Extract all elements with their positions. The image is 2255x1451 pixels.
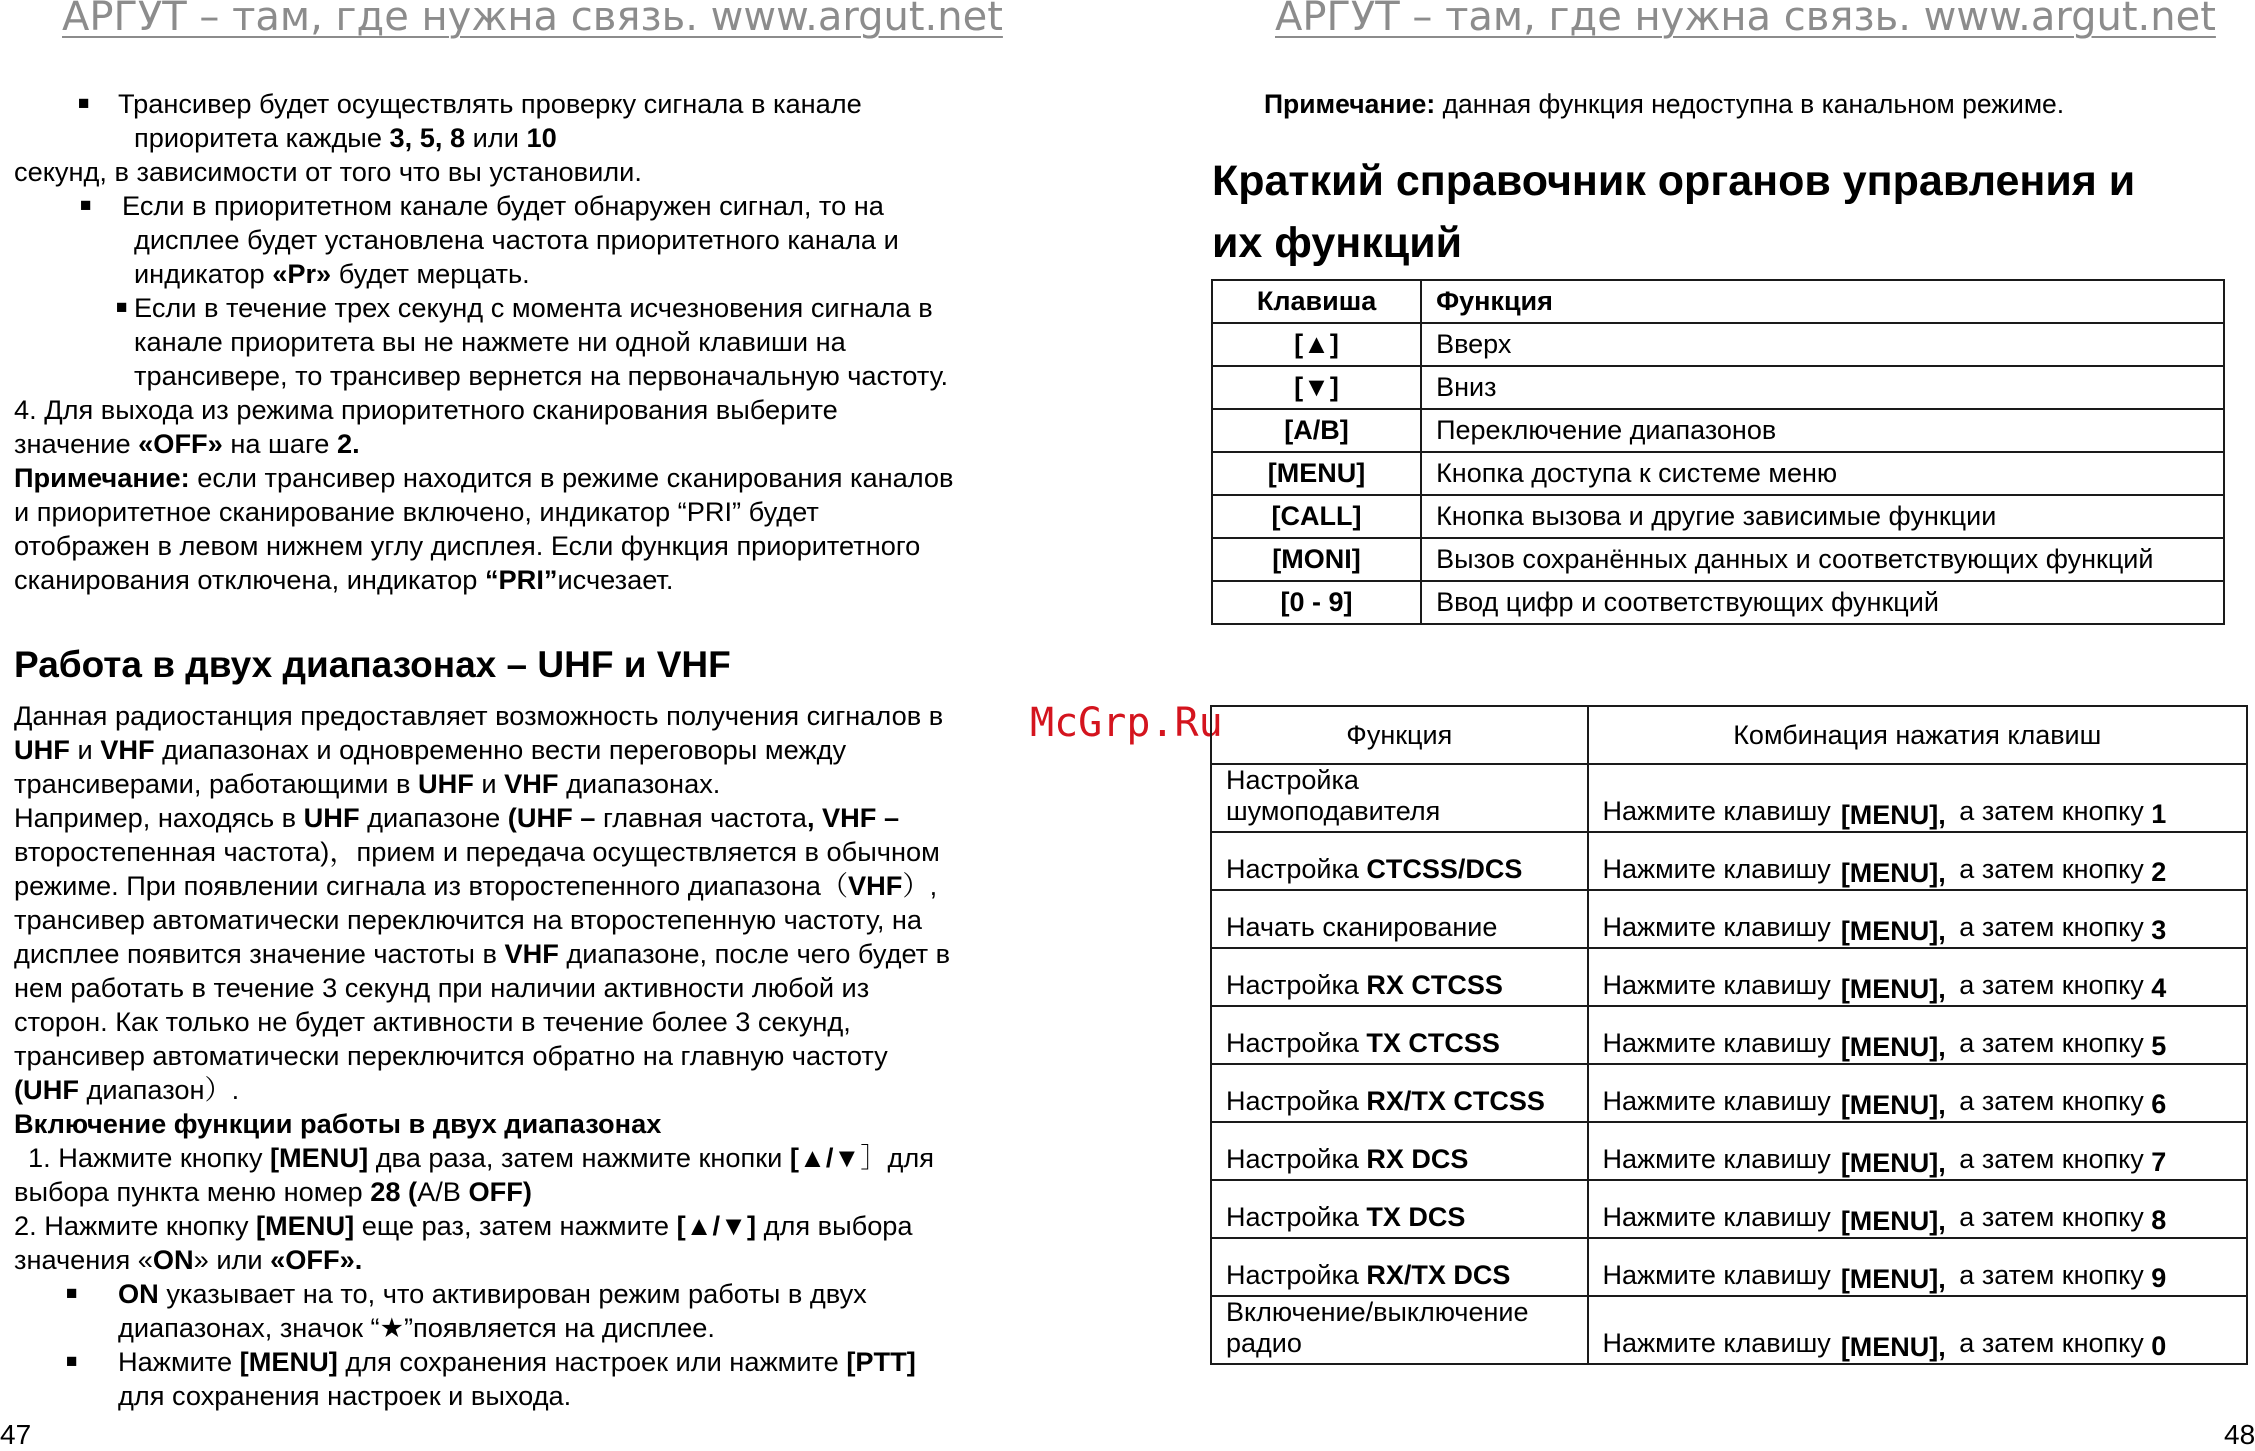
combination-cell bbox=[1588, 1180, 2247, 1238]
left-page bbox=[14, 87, 1044, 1413]
table-row bbox=[1212, 366, 2224, 409]
paragraph-line bbox=[14, 937, 1044, 971]
table-row bbox=[1211, 832, 2247, 890]
function-cell: Вниз bbox=[1421, 366, 2224, 409]
menu-key-label: [MENU], bbox=[1840, 1148, 1946, 1178]
function-cell: Кнопка доступа к системе меню bbox=[1421, 452, 2224, 495]
text: UHF bbox=[417, 768, 474, 799]
paragraph-line bbox=[14, 801, 1044, 835]
text: (UHF bbox=[14, 1074, 79, 1105]
text: «Pr» bbox=[272, 258, 332, 289]
combination-cell bbox=[1588, 1238, 2247, 1296]
text: дисплее будет установлена частота приоритетного канала и bbox=[134, 224, 899, 255]
text: канале приоритета вы не нажмете ни одной клавиши на bbox=[134, 326, 846, 357]
key-cell: [MONI] bbox=[1212, 538, 1421, 581]
text: дисплее появится значение частоты в bbox=[14, 938, 505, 969]
text: шумоподавителя bbox=[1226, 796, 1441, 826]
text: сканирования отключена, индикатор bbox=[14, 564, 485, 595]
paragraph-line bbox=[14, 767, 1044, 801]
text: A/B bbox=[417, 1176, 469, 1207]
text: и bbox=[69, 734, 101, 765]
header-right: АРГУТ – там, где нужна связь. www.argut.net bbox=[1275, 0, 2216, 40]
key-combination-table bbox=[1210, 705, 2248, 1365]
text: 2. bbox=[336, 428, 360, 459]
key-cell: [0 - 9] bbox=[1212, 581, 1421, 624]
section-heading-dual-band: Работа в двух диапазонах – UHF и VHF bbox=[14, 644, 731, 685]
text: радио bbox=[1226, 1328, 1302, 1358]
page-number-right: 48 bbox=[2224, 1419, 2255, 1450]
paragraph-line bbox=[14, 733, 1044, 767]
text: VHF bbox=[504, 938, 559, 969]
text: Нажмите bbox=[118, 1346, 240, 1377]
paragraph-line: второстепенная частота)，прием и передача осуществляется в обычном bbox=[14, 836, 940, 867]
text: диапазоне, после чего будет в bbox=[558, 938, 951, 969]
text: UHF bbox=[303, 802, 360, 833]
table-row bbox=[1211, 1006, 2247, 1064]
text: а затем кнопку bbox=[1951, 1260, 2152, 1290]
text: RX CTCSS bbox=[1366, 970, 1503, 1000]
bullet-return-frequency bbox=[14, 291, 1044, 393]
text: а затем кнопку bbox=[1951, 912, 2152, 942]
text: и bbox=[473, 768, 505, 799]
key-number: 9 bbox=[2151, 1263, 2167, 1293]
text: диапазонах, значок “★”появляется на дисплее. bbox=[118, 1312, 715, 1343]
function-cell bbox=[1211, 1006, 1588, 1064]
function-cell: Ввод цифр и соответствующих функций bbox=[1421, 581, 2224, 624]
note-line: отображен в левом нижнем углу дисплея. Если функция приоритетного bbox=[14, 530, 921, 561]
paragraph-line: сторон. Как только не будет активности в течение более 3 секунд, bbox=[14, 1006, 851, 1037]
table-header-row bbox=[1212, 280, 2224, 323]
combination-cell bbox=[1588, 832, 2247, 890]
function-cell bbox=[1211, 1180, 1588, 1238]
combination-cell bbox=[1588, 1064, 2247, 1122]
text: [MENU] bbox=[239, 1346, 338, 1377]
bullet-marker: ■ bbox=[66, 1351, 78, 1372]
text: Нажмите клавишу bbox=[1602, 1144, 1831, 1174]
bullet-signal-detected bbox=[14, 189, 1044, 291]
text: диапазоне bbox=[359, 802, 508, 833]
text: Нажмите клавишу bbox=[1602, 796, 1831, 826]
key-number: 2 bbox=[2151, 857, 2167, 887]
function-cell: Вызов сохранённых данных и соответствующих функций bbox=[1421, 538, 2224, 581]
table-row bbox=[1212, 495, 2224, 538]
text: UHF bbox=[14, 734, 70, 765]
text: Трансивер будет осуществлять проверку сигнала в канале bbox=[118, 88, 862, 119]
text: 3, 5, 8 bbox=[389, 122, 466, 153]
paragraph-line: секунд, в зависимости от того что вы установили. bbox=[14, 156, 642, 187]
menu-key-label: [MENU], bbox=[1840, 1032, 1946, 1062]
header-left: АРГУТ – там, где нужна связь. www.argut.net bbox=[62, 0, 1003, 40]
text: исчезает. bbox=[557, 564, 674, 595]
text: VHF bbox=[848, 870, 903, 901]
text: два раза, затем нажмите кнопки bbox=[368, 1142, 790, 1173]
step-1 bbox=[14, 1141, 1044, 1175]
text: VHF bbox=[100, 734, 155, 765]
text: ）, bbox=[902, 870, 938, 901]
text: » или bbox=[193, 1244, 271, 1275]
text: RX/TX DCS bbox=[1366, 1260, 1511, 1290]
watermark: McGrp.Ru bbox=[1030, 700, 1223, 746]
menu-key-label: [MENU], bbox=[1840, 974, 1946, 1004]
table-row bbox=[1211, 1064, 2247, 1122]
text: Включение/выключение bbox=[1226, 1297, 1529, 1327]
text: а затем кнопку bbox=[1951, 1086, 2152, 1116]
text: (UHF – bbox=[507, 802, 596, 833]
text: приоритета каждые bbox=[134, 122, 390, 153]
function-cell: Вверх bbox=[1421, 323, 2224, 366]
text: 1. Нажмите кнопку bbox=[28, 1142, 270, 1173]
key-number: 4 bbox=[2151, 973, 2167, 1003]
paragraph-line: нем работать в течение 3 секунд при наличии активности любой из bbox=[14, 972, 870, 1003]
function-cell bbox=[1211, 948, 1588, 1006]
table-row bbox=[1211, 1296, 2247, 1364]
text: их функций bbox=[1212, 219, 1463, 267]
right-note bbox=[1264, 87, 2064, 121]
table-row bbox=[1211, 1180, 2247, 1238]
text: Нажмите клавишу bbox=[1602, 1328, 1831, 1358]
note-label: Примечание: bbox=[1264, 89, 1436, 119]
key-number: 6 bbox=[2151, 1089, 2167, 1119]
text: для сохранения настроек или нажмите bbox=[337, 1346, 847, 1377]
text: выбора пункта меню номер bbox=[14, 1176, 371, 1207]
text: [MENU] bbox=[255, 1210, 355, 1241]
text: трансиверами, работающими в bbox=[14, 768, 418, 799]
step-4: 4. Для выхода из режима приоритетного сканирования выберите bbox=[14, 394, 838, 425]
table-row bbox=[1212, 409, 2224, 452]
text: , VHF – bbox=[806, 802, 900, 833]
combination-cell bbox=[1588, 890, 2247, 948]
key-cell: [▲] bbox=[1212, 323, 1421, 366]
text: Нажмите клавишу bbox=[1602, 912, 1831, 942]
text: данная функция недоступна в канальном режиме. bbox=[1435, 89, 2065, 119]
table-row bbox=[1211, 764, 2247, 832]
text: Настройка bbox=[1226, 1144, 1367, 1174]
text: Нажмите клавишу bbox=[1602, 970, 1831, 1000]
text: 28 ( bbox=[370, 1176, 418, 1207]
text: трансивере, то трансивер вернется на первоначальную частоту. bbox=[134, 360, 949, 391]
text: OFF) bbox=[468, 1176, 532, 1207]
text: а затем кнопку bbox=[1951, 1028, 2152, 1058]
function-cell bbox=[1211, 1296, 1588, 1364]
key-cell: [A/B] bbox=[1212, 409, 1421, 452]
combination-cell bbox=[1588, 1296, 2247, 1364]
text: значение bbox=[14, 428, 139, 459]
text: значения « bbox=[14, 1244, 153, 1275]
function-cell bbox=[1211, 1122, 1588, 1180]
paragraph-line: трансивер автоматически переключится обратно на главную частоту bbox=[14, 1040, 888, 1071]
text: режиме. При появлении сигнала из второстепенного диапазона（ bbox=[14, 870, 849, 901]
text: RX/TX CTCSS bbox=[1366, 1086, 1545, 1116]
text: еще раз, затем нажмите bbox=[354, 1210, 677, 1241]
function-cell bbox=[1211, 890, 1588, 948]
table-header-cell: Функция bbox=[1421, 280, 2224, 323]
table-row bbox=[1211, 890, 2247, 948]
step-4-cont bbox=[14, 427, 1044, 461]
menu-key-label: [MENU], bbox=[1840, 1332, 1946, 1362]
section-heading-controls bbox=[1212, 150, 2242, 274]
menu-key-label: [MENU], bbox=[1840, 858, 1946, 888]
text: главная частота bbox=[595, 802, 807, 833]
combination-cell bbox=[1588, 764, 2247, 832]
table-header-row bbox=[1211, 706, 2247, 764]
text: индикатор bbox=[134, 258, 273, 289]
table-row bbox=[1211, 1122, 2247, 1180]
text: [▲/▼] bbox=[676, 1210, 757, 1241]
table-row bbox=[1211, 1238, 2247, 1296]
text: а затем кнопку bbox=[1951, 1202, 2152, 1232]
menu-key-label: [MENU], bbox=[1840, 1264, 1946, 1294]
key-cell: [MENU] bbox=[1212, 452, 1421, 495]
text: «OFF». bbox=[270, 1244, 363, 1275]
table-header-cell: Клавиша bbox=[1212, 280, 1421, 323]
text: «OFF» bbox=[138, 428, 223, 459]
text: Начать сканирование bbox=[1226, 912, 1498, 942]
text: а затем кнопку bbox=[1951, 854, 2152, 884]
key-number: 3 bbox=[2151, 915, 2167, 945]
table-row bbox=[1212, 452, 2224, 495]
text: 2. Нажмите кнопку bbox=[14, 1210, 256, 1241]
bullet-on-indicator bbox=[14, 1277, 1044, 1345]
text: Нажмите клавишу bbox=[1602, 1202, 1831, 1232]
text: TX DCS bbox=[1366, 1202, 1466, 1232]
bullet-marker: ■ bbox=[80, 195, 92, 216]
text: Например, находясь в bbox=[14, 802, 304, 833]
text: на шаге bbox=[222, 428, 337, 459]
text: для выбора bbox=[756, 1210, 913, 1241]
menu-key-label: [MENU], bbox=[1840, 1206, 1946, 1236]
table-row bbox=[1212, 538, 2224, 581]
bullet-priority-check bbox=[14, 87, 1044, 155]
table-header-cell: Комбинация нажатия клавиш bbox=[1588, 706, 2247, 764]
text: Настройка bbox=[1226, 1086, 1367, 1116]
text: Настройка bbox=[1226, 970, 1367, 1000]
text: Настройка bbox=[1226, 765, 1359, 795]
subheading-enable-dual-band: Включение функции работы в двух диапазонах bbox=[14, 1108, 662, 1139]
table-row bbox=[1211, 948, 2247, 1006]
bullet-marker: ■ bbox=[66, 1283, 78, 1304]
key-cell: [▼] bbox=[1212, 366, 1421, 409]
note-label: Примечание: bbox=[14, 462, 190, 493]
text: указывает на то, что активирован режим работы в двух bbox=[158, 1278, 867, 1309]
paragraph-line: трансивер автоматически переключится на второстепенную частоту, на bbox=[14, 904, 923, 935]
text: а затем кнопку bbox=[1951, 1328, 2152, 1358]
text: Настройка bbox=[1226, 1202, 1367, 1232]
menu-key-label: [MENU], bbox=[1840, 800, 1946, 830]
text: [PTT] bbox=[846, 1346, 916, 1377]
text: для сохранения настроек и выхода. bbox=[118, 1380, 572, 1411]
step-2-cont bbox=[14, 1243, 1044, 1277]
text: 10 bbox=[526, 122, 557, 153]
function-cell: Кнопка вызова и другие зависимые функции bbox=[1421, 495, 2224, 538]
text: Настройка bbox=[1226, 854, 1367, 884]
bullet-marker: ■ bbox=[116, 297, 128, 318]
key-number: 0 bbox=[2151, 1331, 2167, 1361]
menu-key-label: [MENU], bbox=[1840, 916, 1946, 946]
table-header-cell: Функция bbox=[1211, 706, 1588, 764]
text: ON bbox=[118, 1278, 159, 1309]
text: VHF bbox=[504, 768, 559, 799]
text: Нажмите клавишу bbox=[1602, 1028, 1831, 1058]
text: Настройка bbox=[1226, 1028, 1367, 1058]
function-cell bbox=[1211, 1064, 1588, 1122]
text: будет мерцать. bbox=[331, 258, 530, 289]
bullet-save-settings bbox=[14, 1345, 1044, 1413]
text: или bbox=[465, 122, 527, 153]
combination-cell bbox=[1588, 1006, 2247, 1064]
step-1-cont bbox=[14, 1175, 1044, 1209]
text: “PRI” bbox=[484, 564, 558, 595]
note-line: и приоритетное сканирование включено, индикатор “PRI” будет bbox=[14, 496, 819, 527]
combination-cell bbox=[1588, 948, 2247, 1006]
table-row bbox=[1212, 323, 2224, 366]
text: Если в течение трех секунд с момента исчезновения сигнала в bbox=[134, 292, 933, 323]
text: Нажмите клавишу bbox=[1602, 854, 1831, 884]
text: диапазонах и одновременно вести переговоры между bbox=[154, 734, 847, 765]
paragraph-line bbox=[14, 869, 1044, 903]
step-2 bbox=[14, 1209, 1044, 1243]
function-cell: Переключение диапазонов bbox=[1421, 409, 2224, 452]
combination-cell bbox=[1588, 1122, 2247, 1180]
text: а затем кнопку bbox=[1951, 796, 2152, 826]
function-cell bbox=[1211, 1238, 1588, 1296]
text: TX CTCSS bbox=[1366, 1028, 1500, 1058]
text: [▲/▼ bbox=[789, 1142, 861, 1173]
controls-table bbox=[1211, 279, 2225, 625]
text: Нажмите клавишу bbox=[1602, 1260, 1831, 1290]
table-row bbox=[1212, 581, 2224, 624]
function-cell bbox=[1211, 764, 1588, 832]
bullet-marker: ■ bbox=[78, 93, 90, 114]
text: Если в приоритетном канале будет обнаружен сигнал, то на bbox=[122, 190, 884, 221]
text: Нажмите клавишу bbox=[1602, 1086, 1831, 1116]
text: диапазон）. bbox=[78, 1074, 240, 1105]
paragraph-line: Данная радиостанция предоставляет возможность получения сигналов в bbox=[14, 700, 944, 731]
text: Краткий справочник органов управления и bbox=[1212, 157, 2136, 205]
text: RX DCS bbox=[1366, 1144, 1469, 1174]
text: диапазонах. bbox=[558, 768, 721, 799]
text: если трансивер находится в режиме сканирования каналов bbox=[189, 462, 954, 493]
key-number: 1 bbox=[2151, 799, 2167, 829]
text: [MENU] bbox=[269, 1142, 369, 1173]
text: а затем кнопку bbox=[1951, 970, 2152, 1000]
note-line bbox=[14, 461, 1044, 495]
text: ］для bbox=[860, 1142, 934, 1173]
menu-key-label: [MENU], bbox=[1840, 1090, 1946, 1120]
key-number: 7 bbox=[2151, 1147, 2167, 1177]
key-number: 8 bbox=[2151, 1205, 2167, 1235]
text: CTCSS/DCS bbox=[1366, 854, 1523, 884]
function-cell bbox=[1211, 832, 1588, 890]
page-number-left: 47 bbox=[0, 1419, 32, 1450]
key-number: 5 bbox=[2151, 1031, 2167, 1061]
text: ON bbox=[152, 1244, 194, 1275]
text: а затем кнопку bbox=[1951, 1144, 2152, 1174]
text: Настройка bbox=[1226, 1260, 1367, 1290]
paragraph-line bbox=[14, 1073, 1044, 1107]
note-line bbox=[14, 563, 1044, 597]
key-cell: [CALL] bbox=[1212, 495, 1421, 538]
